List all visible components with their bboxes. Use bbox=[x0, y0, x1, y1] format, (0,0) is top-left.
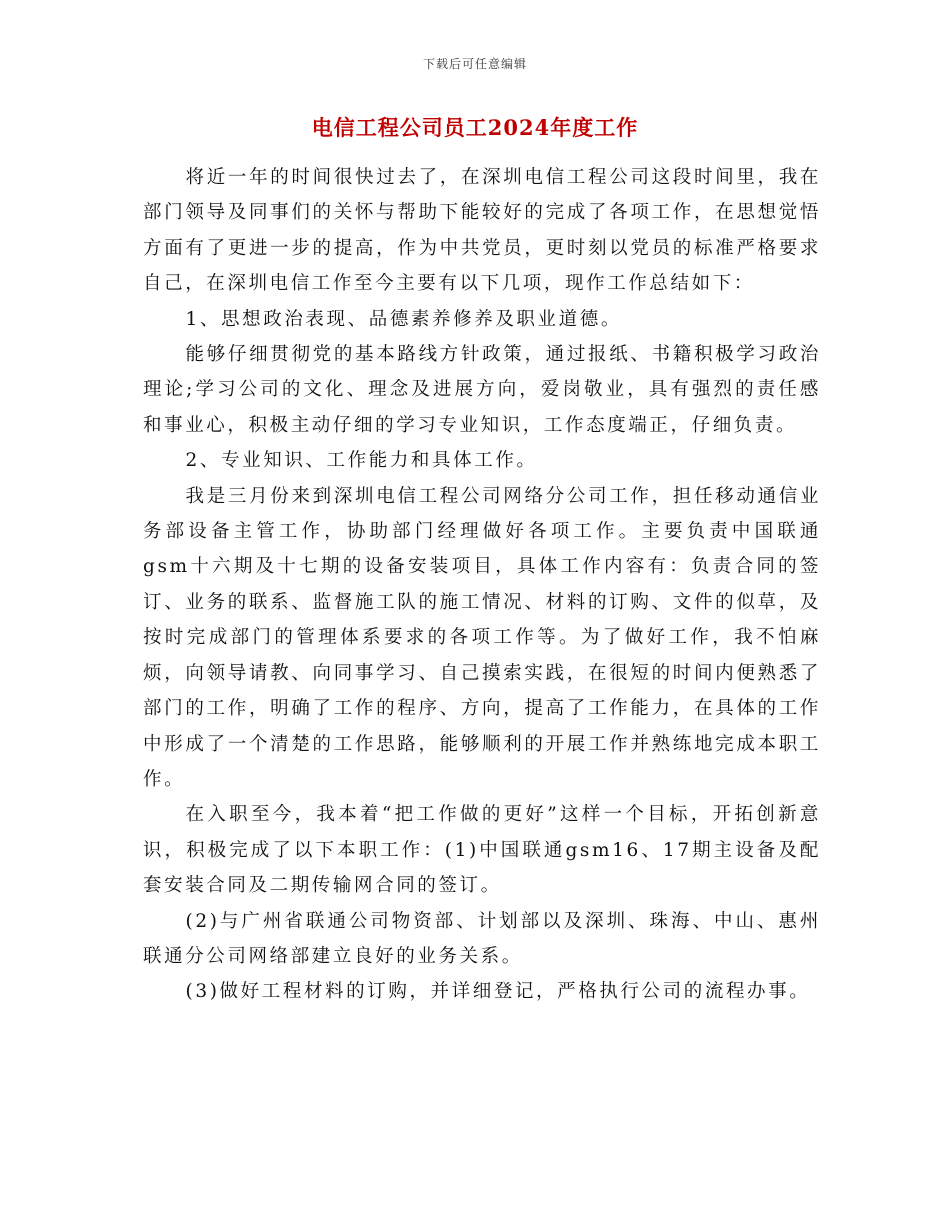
paragraph-heading-2: 2、专业知识、工作能力和具体工作。 bbox=[185, 450, 538, 472]
document-body bbox=[143, 160, 821, 1010]
document-title: 电信工程公司员工2024年度工作 bbox=[311, 115, 639, 140]
paragraph-achievements: 在入职至今，我本着“把工作做的更好”这样一个目标，开拓创新意识，积极完成了以下本职工作：(1)中国联通gsm16、17期主设备及配套安装合同及二期传输网合同的签订。 bbox=[143, 804, 821, 897]
paragraph-work-detail: 我是三月份来到深圳电信工程公司网络分公司工作，担任移动通信业务部设备主管工作，协助部门经理做好各项工作。主要负责中国联通gsm十六期及十七期的设备安装项目，具体工作内容有：负责合同的签订、业务的联系、监督施工队的施工情况、材料的订购、文件的似草，及按时完成部门的管理体系要求的各项工作等。为了做好工作，我不怕麻烦，向领导请教、向同事学习、自己摸索实践，在很短的时间内便熟悉了部门的工作，明确了工作的程序、方向，提高了工作能力，在具体的工作中形成了一个清楚的工作思路，能够顺利的开展工作并熟练地完成本职工作。 bbox=[143, 485, 821, 790]
paragraph-intro: 将近一年的时间很快过去了，在深圳电信工程公司这段时间里，我在部门领导及同事们的关怀与帮助下能较好的完成了各项工作，在思想觉悟方面有了更进一步的提高，作为中共党员，更时刻以党员的标准严格要求自己，在深圳电信工作至今主要有以下几项，现作工作总结如下： bbox=[143, 167, 821, 295]
paragraph-heading-1: 1、思想政治表现、品德素养修养及职业道德。 bbox=[185, 308, 622, 330]
paragraph-item-3: (3)做好工程材料的订购，并详细登记，严格执行公司的流程办事。 bbox=[185, 981, 811, 1003]
header-note: 下载后可任意编辑 bbox=[422, 57, 527, 71]
paragraph-item-2: (2)与广州省联通公司物资部、计划部以及深圳、珠海、中山、惠州联通分公司网络部建立良好的业务关系。 bbox=[143, 910, 821, 967]
paragraph-politics: 能够仔细贯彻党的基本路线方针政策，通过报纸、书籍积极学习政治理论;学习公司的文化、理念及进展方向，爱岗敬业，具有强烈的责任感和事业心，积极主动仔细的学习专业知识，工作态度端正，仔细负责。 bbox=[143, 344, 821, 436]
